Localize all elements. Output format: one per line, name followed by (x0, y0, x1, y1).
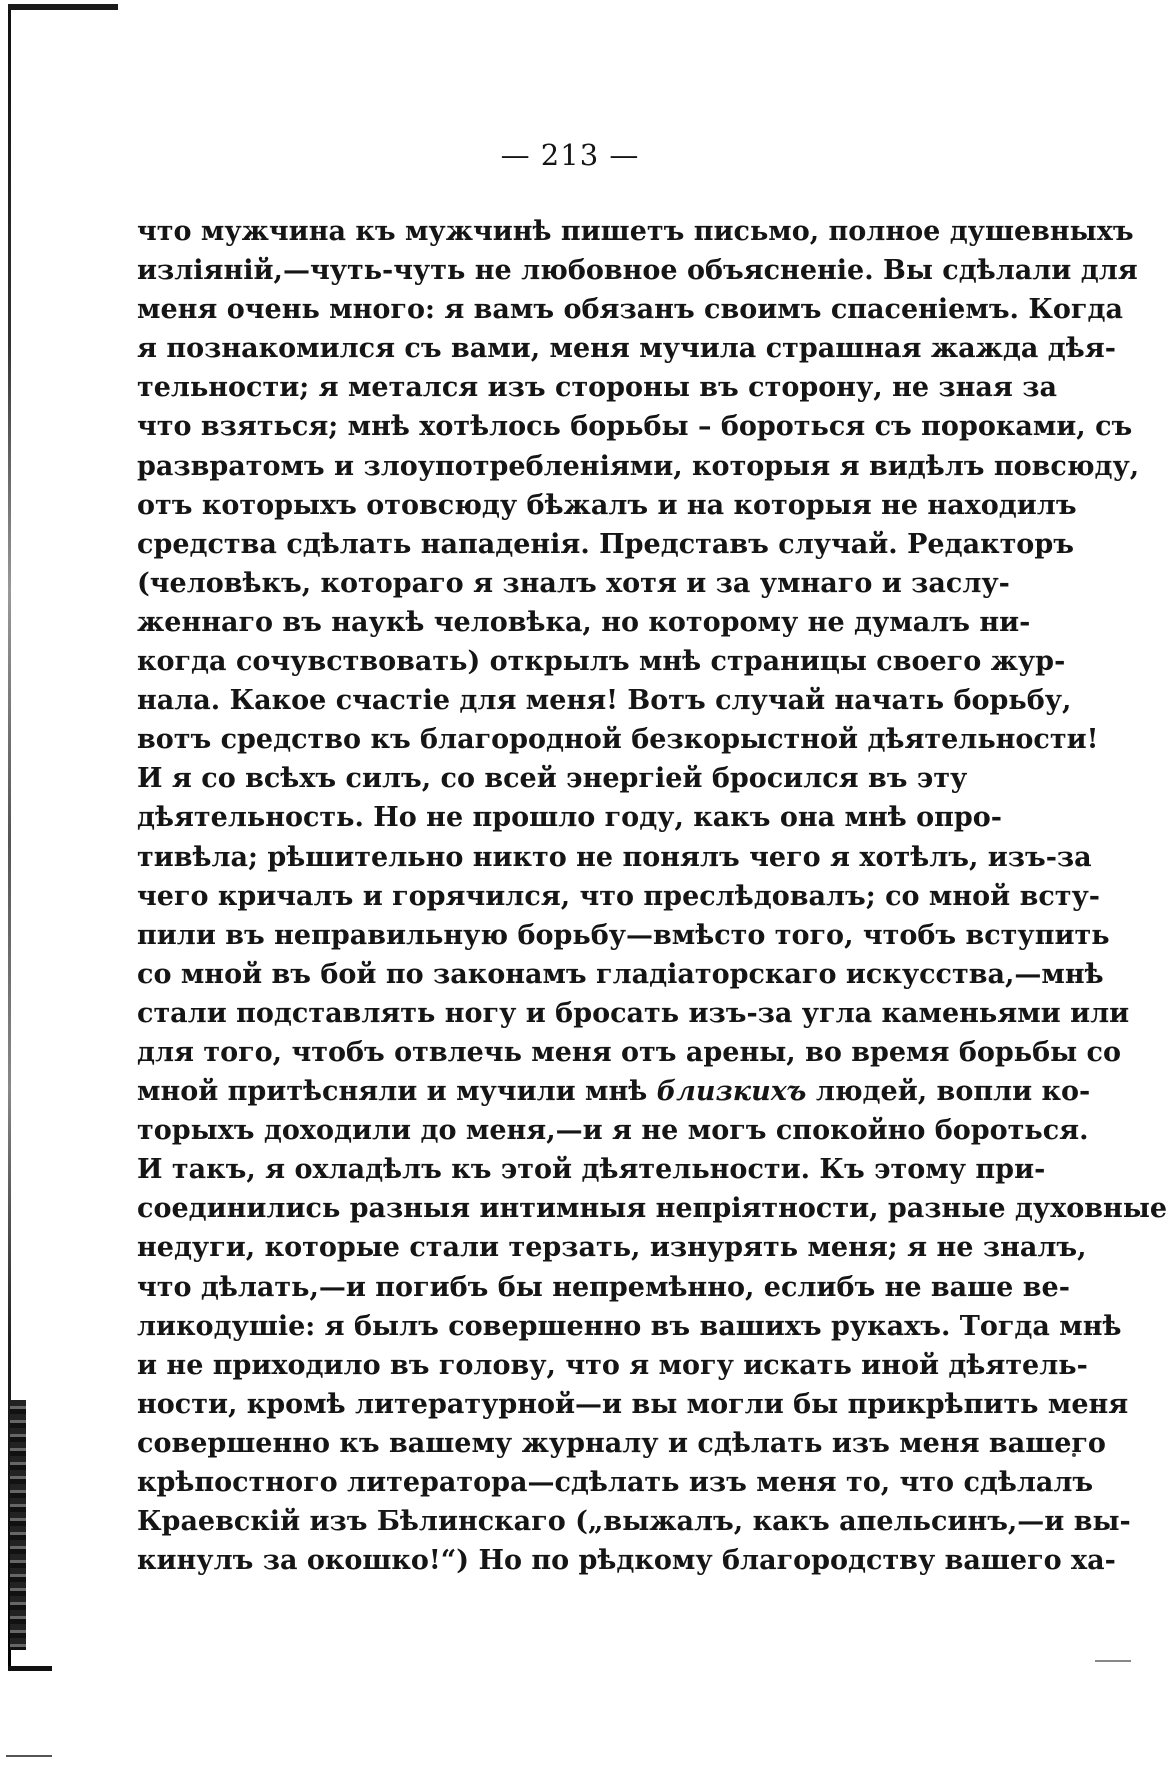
text-line (137, 1307, 1122, 1346)
text-segment: И я со всѣхъ силъ, со всей энергіей бросился въ эту (137, 763, 968, 795)
text-line (137, 564, 1010, 603)
text-line (137, 1033, 1121, 1072)
text-segment: совершенно къ вашему журналу и сдѣлать изъ меня вашего (137, 1427, 1106, 1459)
page-number: — 213 — (500, 138, 640, 172)
text-line (137, 290, 1123, 329)
text-line (137, 642, 1066, 681)
text-segment: когда сочувствовать) открылъ мнѣ страницы своего жур- (137, 646, 1066, 678)
body-text (137, 212, 1167, 1580)
text-line (137, 877, 1100, 916)
text-line (137, 603, 1031, 642)
text-segment: что дѣлать,—и погибъ бы непремѣнно, еслибъ не ваше ве- (137, 1271, 1070, 1303)
text-segment: И такъ, я охладѣлъ къ этой дѣятельности. Къ этому при- (137, 1154, 1046, 1186)
text-line (137, 525, 1074, 564)
text-segment: Краевскій изъ Бѣлинскаго („выжалъ, какъ апельсинъ,—и вы- (137, 1506, 1131, 1538)
scan-edge-bottom (8, 1666, 52, 1671)
text-line (137, 1072, 1091, 1111)
text-line (137, 681, 1072, 720)
text-line (137, 1424, 1106, 1463)
text-line (137, 1111, 1089, 1150)
text-line (137, 1268, 1070, 1307)
text-line (137, 486, 1077, 525)
text-segment: я познакомился съ вами, меня мучила страшная жажда дѣя- (137, 333, 1116, 365)
text-segment: мной притѣсняли и мучили мнѣ (137, 1076, 657, 1108)
text-segment: что взяться; мнѣ хотѣлось борьбы – бороться съ пороками, съ (137, 411, 1133, 443)
text-line (137, 916, 1110, 955)
text-line (137, 329, 1116, 368)
scan-edge-blot (10, 1400, 26, 1650)
text-line (137, 251, 1138, 290)
text-segment: тельности; я метался изъ стороны въ сторону, не зная за (137, 372, 1057, 404)
text-line (137, 994, 1130, 1033)
text-line (137, 1228, 1087, 1267)
text-line (137, 838, 1092, 877)
text-segment: со мной въ бой по законамъ гладіаторскаго искусства,—мнѣ (137, 958, 1104, 990)
text-segment: кинулъ за окошко!“) Но по рѣдкому благородству вашего ха- (137, 1545, 1116, 1577)
text-segment: женнаго въ наукѣ человѣка, но которому не думалъ ни- (137, 606, 1031, 638)
text-segment: что мужчина къ мужчинѣ пишетъ письмо, полное душевныхъ (137, 216, 1134, 247)
text-line (137, 1463, 1094, 1502)
text-segment: меня очень много: я вамъ обязанъ своимъ спасеніемъ. Когда (137, 294, 1123, 326)
text-segment: (человѣкъ, котораго я зналъ хотя и за умнаго и заслу- (137, 567, 1010, 599)
text-line (137, 759, 968, 798)
text-segment: изліяній,—чуть-чуть не любовное объясненіе. Вы сдѣлали для (137, 255, 1138, 287)
text-segment: для того, чтобъ отвлечь меня отъ арены, во время борьбы со (137, 1036, 1121, 1068)
text-segment: стали подставлять ногу и бросать изъ-за угла каменьями или (137, 997, 1130, 1029)
text-segment: соединились разныя интимныя непріятности, разные духовные (137, 1193, 1167, 1225)
scan-edge-top (8, 4, 118, 10)
text-line (137, 447, 1140, 486)
text-line (137, 1346, 1088, 1385)
text-segment: вотъ средство къ благородной безкорыстной дѣятельности! (137, 724, 1099, 756)
text-segment: отъ которыхъ отовсюду бѣжалъ и на которыя не находилъ (137, 489, 1077, 521)
text-line (137, 1502, 1131, 1541)
text-line (137, 798, 1003, 837)
text-segment: чего кричалъ и горячился, что преслѣдовалъ; со мной всту- (137, 880, 1100, 912)
text-line (137, 1541, 1116, 1580)
text-segment: ности, кромѣ литературной—и вы могли бы прикрѣпить меня (137, 1388, 1129, 1420)
text-segment: торыхъ доходили до меня,—и я не могъ спокойно бороться. (137, 1115, 1089, 1147)
scan-right-dash (1095, 1660, 1131, 1662)
text-segment: развратомъ и злоупотребленіями, которыя я видѣлъ повсюду, (137, 450, 1140, 482)
text-segment: тивѣла; рѣшительно никто не понялъ чего я хотѣлъ, изъ-за (137, 841, 1092, 873)
text-line (137, 1150, 1046, 1189)
italic-text: близкихъ (656, 1076, 807, 1108)
text-line (137, 368, 1057, 407)
text-segment: и не приходило въ голову, что я могу искать иной дѣятель- (137, 1349, 1088, 1381)
text-segment: нала. Какое счастіе для меня! Вотъ случай начать борьбу, (137, 685, 1072, 717)
text-line (137, 407, 1133, 446)
text-line (137, 212, 1134, 251)
text-segment: средства сдѣлать нападенія. Представъ случай. Редакторъ (137, 528, 1074, 560)
text-line (137, 955, 1104, 994)
text-segment: дѣятельность. Но не прошло году, какъ она мнѣ опро- (137, 802, 1003, 834)
text-segment: людей, вопли ко- (806, 1076, 1091, 1108)
text-segment: пили въ неправильную борьбу—вмѣсто того, чтобъ вступить (137, 919, 1110, 951)
text-segment: недуги, которые стали терзать, изнурять меня; я не зналъ, (137, 1232, 1087, 1264)
scan-edge-dash (6, 1755, 52, 1757)
text-line (137, 1385, 1129, 1424)
text-line (137, 720, 1099, 759)
text-segment: крѣпостного литератора—сдѣлать изъ меня то, что сдѣлалъ (137, 1467, 1094, 1498)
text-segment: ликодушіе: я былъ совершенно въ вашихъ рукахъ. Тогда мнѣ (137, 1310, 1122, 1342)
text-line (137, 1189, 1167, 1228)
